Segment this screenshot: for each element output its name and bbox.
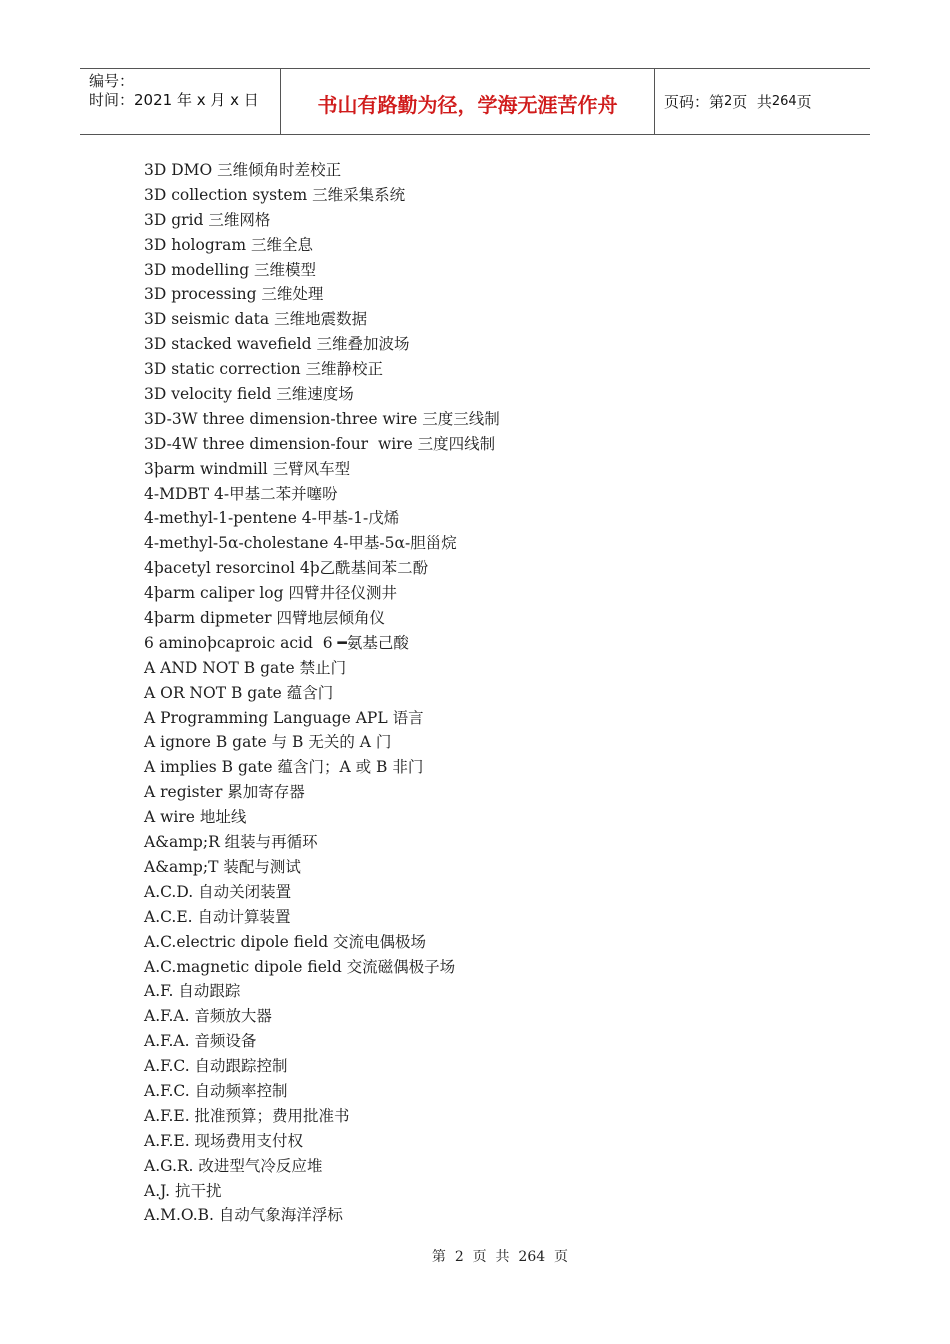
glossary-entry: 3D modelling 三维模型 <box>144 260 317 279</box>
header-motto: 书山有路勤为径，学海无涯苦作舟 <box>281 69 655 134</box>
glossary-entry: A&amp;R 组装与再循环 <box>144 833 318 852</box>
glossary-entry: 6 aminoϸcaproic acid 6 ━氨基己酸 <box>144 633 409 652</box>
document-date: 时间：2021 年 x 月 x 日 <box>89 91 259 109</box>
glossary-entry: 4ϸacetyl resorcinol 4ϸ乙酰基间苯二酚 <box>144 559 429 578</box>
glossary-entry: 3ϸarm windmill 三臂风车型 <box>144 459 351 478</box>
glossary-entry-list <box>144 158 500 1228</box>
glossary-entry: A.F.C. 自动跟踪控制 <box>144 1057 288 1076</box>
glossary-entry: A.M.O.B. 自动气象海洋浮标 <box>144 1206 343 1225</box>
header-meta <box>80 69 281 134</box>
glossary-entry: A implies B gate 蕴含门；A 或 B 非门 <box>144 758 424 777</box>
glossary-entry: A AND NOT B gate 禁止门 <box>144 658 347 677</box>
glossary-entry: A.F.E. 批准预算；费用批准书 <box>144 1106 350 1125</box>
glossary-entry: 3D velocity field 三维速度场 <box>144 385 354 404</box>
glossary-entry: 3D-3W three dimension-three wire 三度三线制 <box>144 409 500 428</box>
glossary-entry: 3D stacked wavefield 三维叠加波场 <box>144 335 410 354</box>
glossary-entry: 3D collection system 三维采集系统 <box>144 185 406 204</box>
glossary-entry: 4ϸarm caliper log 四臂井径仪测井 <box>144 584 397 603</box>
glossary-entry: A.F.C. 自动频率控制 <box>144 1081 288 1100</box>
glossary-entry: 4-MDBT 4-甲基二苯并噻吩 <box>144 484 338 503</box>
glossary-entry: A.G.R. 改进型气冷反应堆 <box>144 1156 323 1175</box>
glossary-entry: A.C.E. 自动计算装置 <box>144 907 291 926</box>
glossary-entry: A register 累加寄存器 <box>144 783 305 802</box>
glossary-entry: 3D hologram 三维全息 <box>144 235 314 254</box>
glossary-entry: A wire 地址线 <box>144 808 247 827</box>
glossary-entry: A.F. 自动跟踪 <box>144 982 241 1001</box>
document-number-label: 编号： <box>89 72 135 90</box>
glossary-entry: 3D seismic data 三维地震数据 <box>144 310 368 329</box>
glossary-entry: A.C.electric dipole field 交流电偶极场 <box>144 932 427 951</box>
glossary-entry: A ignore B gate 与 B 无关的 A 门 <box>144 733 392 752</box>
page-total: 264 <box>771 94 797 109</box>
page-prefix: 页码：第 <box>664 93 725 111</box>
glossary-entry: A.F.E. 现场费用支付权 <box>144 1131 304 1150</box>
glossary-entry: A.F.A. 音频放大器 <box>144 1007 272 1026</box>
glossary-entry: 3D static correction 三维静校正 <box>144 360 384 379</box>
glossary-entry: 3D processing 三维处理 <box>144 285 324 304</box>
glossary-entry: 3D-4W three dimension-four wire 三度四线制 <box>144 434 496 453</box>
glossary-entry: A.J. 抗干扰 <box>144 1181 222 1200</box>
glossary-entry: A OR NOT B gate 蕴含门 <box>144 683 334 702</box>
glossary-entry: 3D grid 三维网格 <box>144 210 271 229</box>
page-footer: 第 2 页 共 264 页 <box>431 1249 569 1265</box>
page-current: 2 <box>724 94 733 109</box>
glossary-entry: A Programming Language APL 语言 <box>144 708 424 727</box>
page-suffix: 页 <box>796 93 812 111</box>
glossary-entry: A.F.A. 音频设备 <box>144 1032 257 1051</box>
glossary-entry: 4ϸarm dipmeter 四臂地层倾角仪 <box>144 609 385 628</box>
header-page-info <box>655 69 870 134</box>
glossary-entry: 3D DMO 三维倾角时差校正 <box>144 161 342 179</box>
page-header <box>80 68 870 135</box>
glossary-entry: 4-methyl-1-pentene 4-甲基-1-戊烯 <box>144 509 400 528</box>
glossary-entry: A.C.D. 自动关闭装置 <box>144 882 292 901</box>
page-middle: 页 共 <box>732 93 772 111</box>
glossary-entry: A.C.magnetic dipole field 交流磁偶极子场 <box>144 957 456 976</box>
glossary-entry: A&amp;T 装配与测试 <box>144 857 301 876</box>
glossary-entry: 4-methyl-5α-cholestane 4-甲基-5α-胆甾烷 <box>144 534 457 553</box>
